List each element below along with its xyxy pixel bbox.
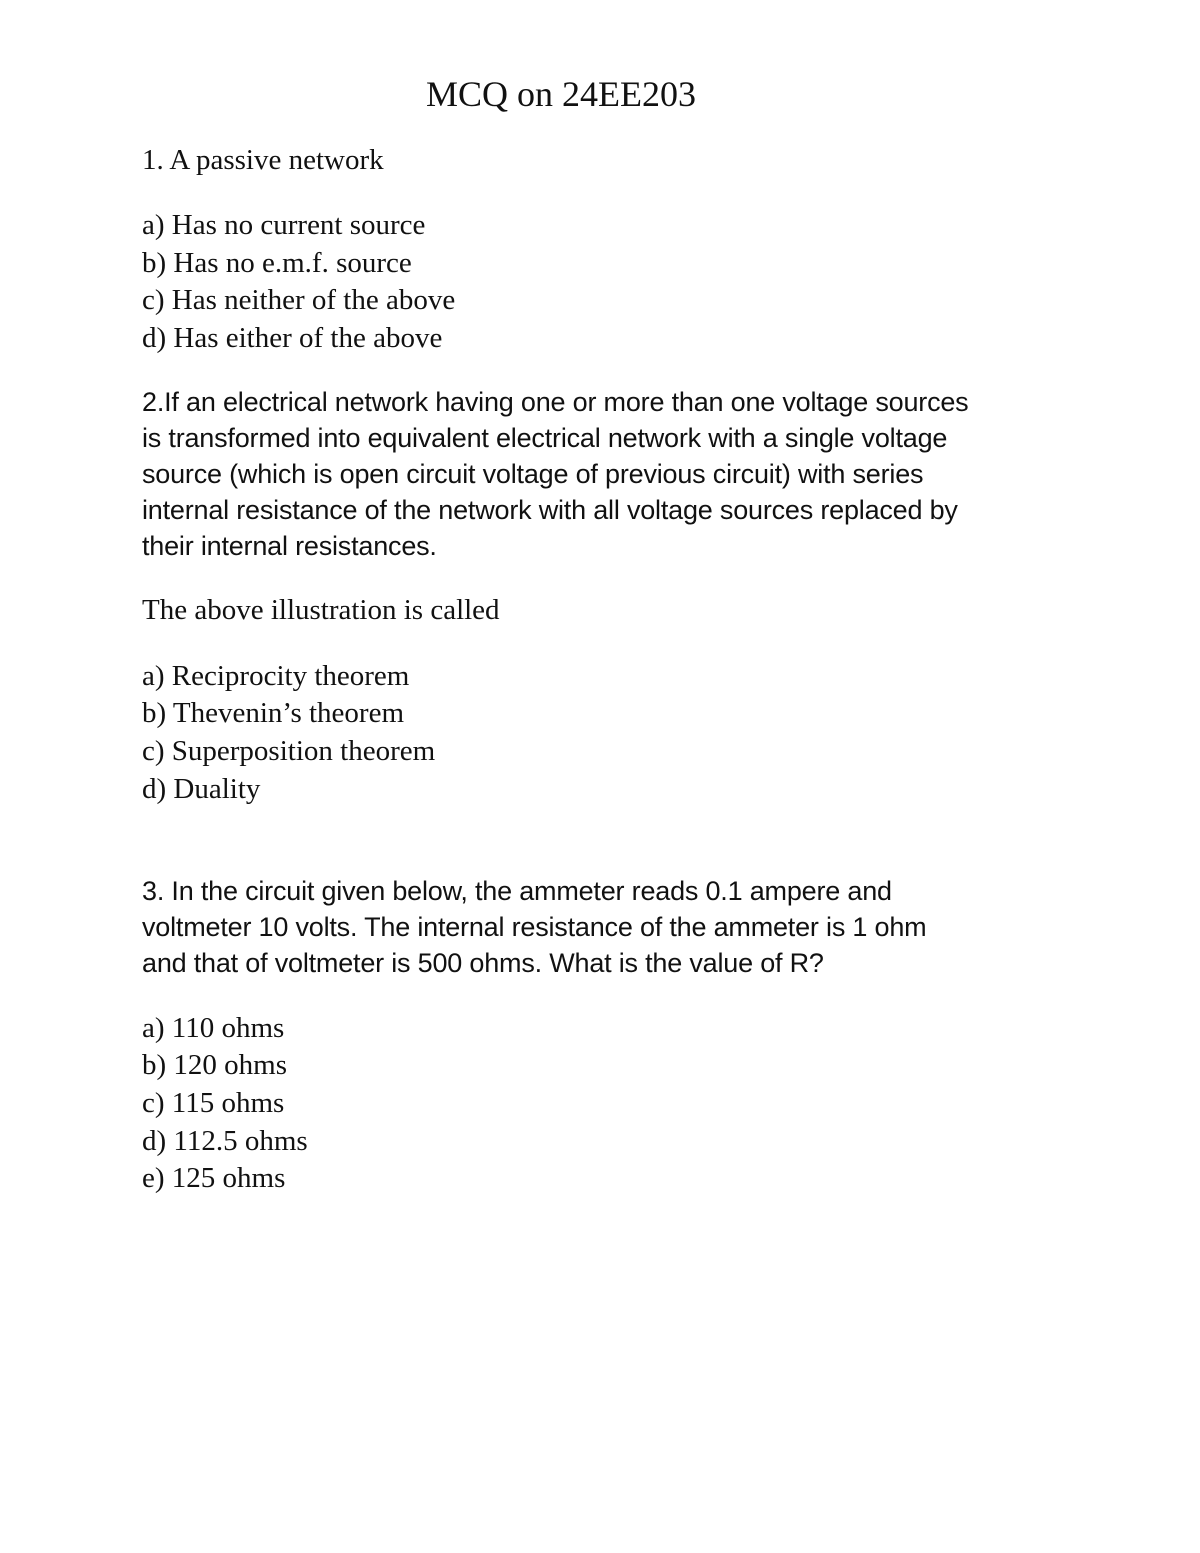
question-2-option-c: c) Superposition theorem xyxy=(142,735,436,767)
page-title: MCQ on 24EE203 xyxy=(426,74,696,114)
question-3-stem-line: and that of voltmeter is 500 ohms. What is the value of R? xyxy=(142,948,824,978)
question-1-option-a: a) Has no current source xyxy=(142,209,426,241)
question-2-option-d: d) Duality xyxy=(142,773,261,805)
question-3-option-b: b) 120 ohms xyxy=(142,1049,287,1081)
question-2-stem-line: internal resistance of the network with all voltage sources replaced by xyxy=(142,495,958,525)
question-1-option-b: b) Has no e.m.f. source xyxy=(142,247,412,279)
question-3-stem-line: 3. In the circuit given below, the ammeter reads 0.1 ampere and xyxy=(142,876,892,906)
question-2-stem-line: source (which is open circuit voltage of previous circuit) with series xyxy=(142,459,924,489)
question-1-option-d: d) Has either of the above xyxy=(142,322,443,354)
question-3-stem-line: voltmeter 10 volts. The internal resistance of the ammeter is 1 ohm xyxy=(142,912,927,942)
question-3-option-a: a) 110 ohms xyxy=(142,1012,285,1044)
question-2-stem-line: is transformed into equivalent electrical network with a single voltage xyxy=(142,423,948,453)
question-1-stem: 1. A passive network xyxy=(142,144,384,176)
question-2-option-a: a) Reciprocity theorem xyxy=(142,660,410,692)
question-3-option-d: d) 112.5 ohms xyxy=(142,1125,308,1157)
question-2-option-b: b) Thevenin’s theorem xyxy=(142,697,405,729)
question-2-stem-line: 2.If an electrical network having one or more than one voltage sources xyxy=(142,387,969,417)
question-1-option-c: c) Has neither of the above xyxy=(142,284,456,316)
question-2-stem-line: their internal resistances. xyxy=(142,531,437,561)
question-3-option-e: e) 125 ohms xyxy=(142,1162,286,1194)
question-3-option-c: c) 115 ohms xyxy=(142,1087,285,1119)
question-2-prompt: The above illustration is called xyxy=(142,594,500,626)
